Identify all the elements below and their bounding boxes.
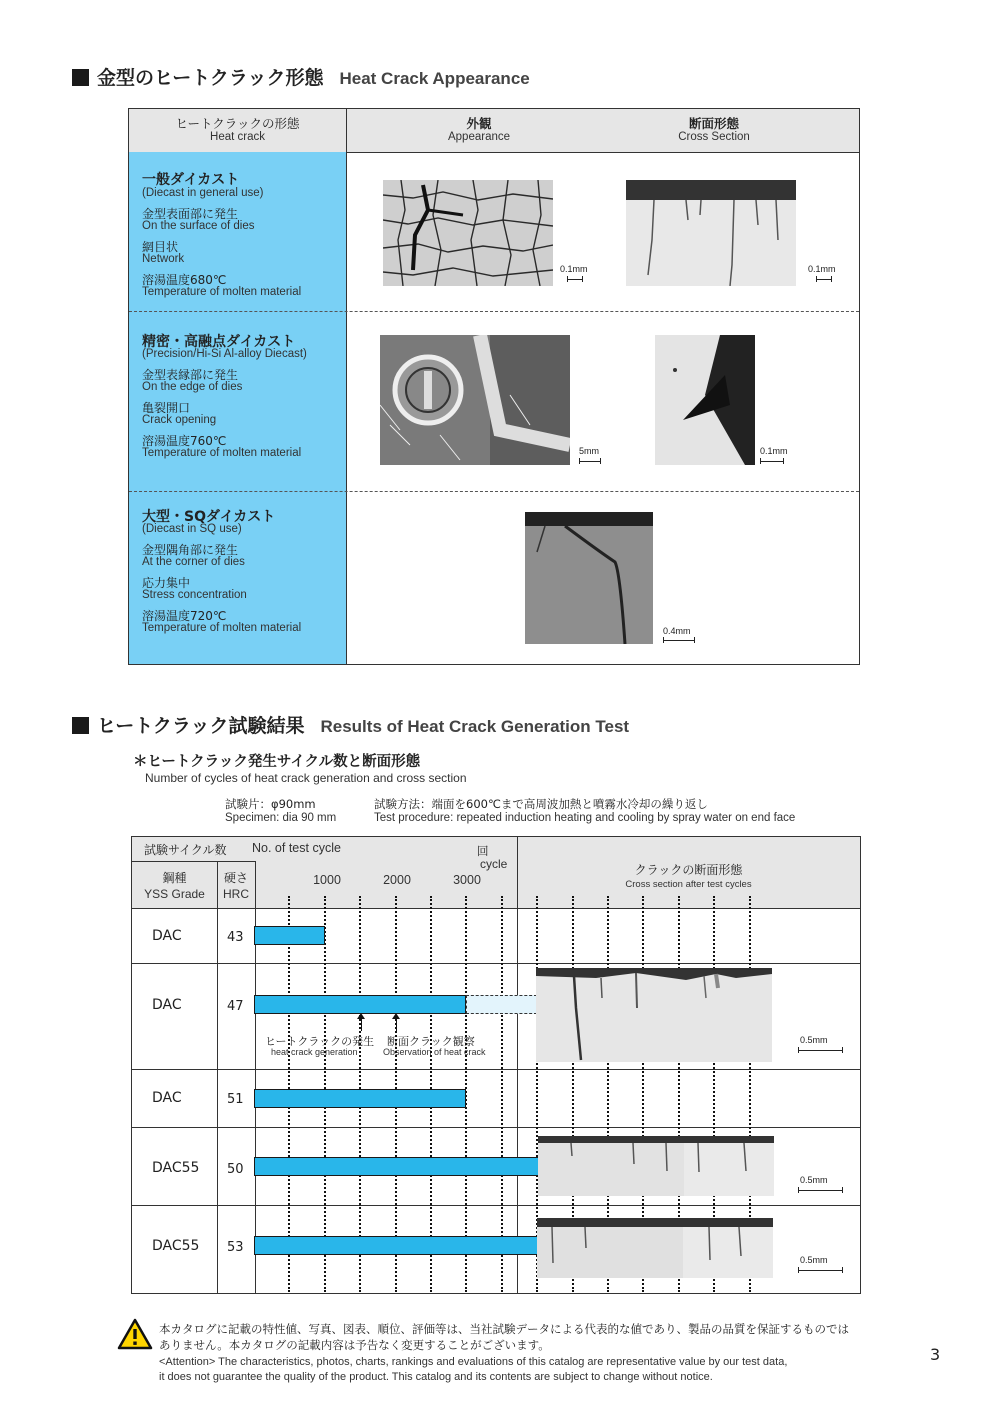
cycle-bar <box>254 926 325 945</box>
cross-header-en: Cross section after test cycles <box>625 879 752 890</box>
procedure-en: Test procedure: repeated induction heating and cooling by spray water on end face <box>374 812 796 824</box>
annot-observation-jp: 断面クラック観察 <box>387 1035 475 1048</box>
observation-bar <box>466 995 537 1014</box>
warning-en-line1: <Attention> The characteristics, photos, charts, rankings and evaluations of this catalog are representative value by our test data, <box>159 1356 788 1368</box>
header-col2-en: Appearance <box>447 131 511 143</box>
row-divider <box>129 491 859 492</box>
scale-bar <box>798 1187 843 1193</box>
crack-opening-appearance-photo <box>380 335 570 465</box>
header-col2-jp: 外観 <box>466 116 492 131</box>
row-grade: DAC <box>152 1090 182 1106</box>
warning-triangle-icon <box>117 1318 153 1354</box>
scale-label: 0.1mm <box>760 446 788 456</box>
row2-name-en: (Precision/Hi-Si Al-alloy Diecast) <box>142 348 307 360</box>
square-bullet-icon <box>72 69 89 86</box>
network-crack-cross-section-photo <box>626 180 796 286</box>
row3-loc-en: At the corner of dies <box>142 556 245 568</box>
cycle-bar <box>254 1089 466 1108</box>
scale-bar <box>567 276 583 282</box>
unit-jp: 回 <box>477 844 489 858</box>
row3-loc-jp: 金型隅角部に発生 <box>142 543 239 557</box>
row3-name-en: (Diecast in SQ use) <box>142 523 242 535</box>
warning-en-line2: it does not guarantee the quality of the product. This catalog and its contents are subject to change without notice. <box>159 1371 713 1383</box>
procedure-jp: 試験方法：端面を600℃まで高周波加熱と噴霧水冷却の繰り返し <box>374 797 708 811</box>
specimen-jp: 試験片：φ90mm <box>225 797 316 811</box>
warning-jp-line1: 本カタログに記載の特性値、写真、図表、順位、評価等は、当社試験データによる代表的な値であり、製品の品質を保証するものでは <box>159 1322 849 1336</box>
scale-label: 0.4mm <box>663 626 691 636</box>
dac55-50-cross-section-photo <box>538 1136 774 1196</box>
scale-label: 0.5mm <box>800 1175 828 1185</box>
row3-name-jp: 大型・SQダイカスト <box>142 509 276 525</box>
row2-temp-en: Temperature of molten material <box>142 447 302 459</box>
hardness-header-jp: 硬さ <box>223 871 248 885</box>
grade-header-en: YSS Grade <box>144 887 205 901</box>
section2-subtitle-en: Number of cycles of heat crack generation and cross section <box>145 771 467 785</box>
scale-label: 0.1mm <box>808 264 836 274</box>
grade-header-jp: 鋼種 <box>162 871 187 885</box>
row-divider <box>129 311 859 312</box>
row-grade: DAC <box>152 928 182 944</box>
scale-label: 0.5mm <box>800 1255 828 1265</box>
header-col3-jp: 断面形態 <box>688 116 739 131</box>
cross-header-jp: クラックの断面形態 <box>634 863 743 877</box>
cycle-bar <box>254 995 466 1014</box>
annot-generation-en: heat crack generation <box>271 1047 358 1057</box>
cycle-header-jp: 試験サイクル数 <box>144 843 227 857</box>
header-col3-en: Cross Section <box>678 131 750 143</box>
page-number: 3 <box>930 1345 941 1364</box>
tick-label: 1000 <box>313 873 341 887</box>
row-grade: DAC55 <box>152 1160 200 1176</box>
row1-loc-en: On the surface of dies <box>142 220 255 232</box>
row3-type-en: Stress concentration <box>142 589 247 601</box>
section2-title: ヒートクラック試験結果 Results of Heat Crack Generation Test <box>72 711 629 738</box>
dac47-cross-section-photo <box>536 968 772 1062</box>
row-hrc: 53 <box>227 1240 244 1255</box>
row2-loc-en: On the edge of dies <box>142 381 243 393</box>
row2-loc-jp: 金型表縁部に発生 <box>142 368 239 382</box>
row-hrc: 51 <box>227 1092 244 1107</box>
scale-label: 0.1mm <box>560 264 588 274</box>
row-hrc: 50 <box>227 1162 244 1177</box>
scale-label: 0.5mm <box>800 1035 828 1045</box>
row1-temp-en: Temperature of molten material <box>142 286 302 298</box>
section2-subtitle-jp: ＊ヒートクラック発生サイクル数と断面形態 <box>133 754 421 770</box>
unit-en: cycle <box>480 857 508 871</box>
row1-type-jp: 網目状 <box>142 240 179 254</box>
scale-bar <box>816 276 832 282</box>
row1-temp-jp: 溶湯温度680℃ <box>142 273 227 287</box>
row-hrc: 47 <box>227 999 244 1014</box>
scale-bar <box>663 637 695 643</box>
row2-name-jp: 精密・高融点ダイカスト <box>142 334 296 350</box>
cycle-bar-chart <box>254 836 516 1294</box>
row2-type-en: Crack opening <box>142 414 217 426</box>
cycle-gridline <box>501 896 503 1292</box>
scale-label: 5mm <box>579 446 599 456</box>
annot-generation-jp: ヒートクラックの発生 <box>265 1035 375 1048</box>
network-crack-appearance-photo <box>383 180 553 286</box>
header-col1-en: Heat crack <box>210 131 265 143</box>
scale-bar <box>579 458 601 464</box>
scale-bar <box>798 1047 843 1053</box>
row1-name-en: (Diecast in general use) <box>142 187 264 199</box>
row2-temp-jp: 溶湯温度760℃ <box>142 434 227 448</box>
cycle-header-en: No. of test cycle <box>252 841 341 855</box>
row-grade: DAC <box>152 997 182 1013</box>
square-bullet-icon <box>72 717 89 734</box>
stress-concentration-cross-section-photo <box>525 512 653 644</box>
row-hrc: 43 <box>227 930 244 945</box>
scale-bar <box>760 458 784 464</box>
hardness-header-en: HRC <box>223 887 249 901</box>
tick-label: 2000 <box>383 873 411 887</box>
warning-jp-line2: ありません。本カタログの記載内容は予告なく変更することがございます。 <box>159 1338 550 1352</box>
row3-temp-jp: 溶湯温度720℃ <box>142 609 227 623</box>
scale-bar <box>798 1267 843 1273</box>
dac55-53-cross-section-photo <box>537 1218 773 1278</box>
specimen-en: Specimen: dia 90 mm <box>225 812 337 824</box>
row1-loc-jp: 金型表面部に発生 <box>142 207 239 221</box>
row3-temp-en: Temperature of molten material <box>142 622 302 634</box>
row-grade: DAC55 <box>152 1238 200 1254</box>
crack-opening-cross-section-photo <box>655 335 755 465</box>
row1-name-jp: 一般ダイカスト <box>142 172 240 188</box>
row1-type-en: Network <box>142 253 185 265</box>
row3-type-jp: 応力集中 <box>142 576 191 590</box>
section1-title: 金型のヒートクラック形態 Heat Crack Appearance <box>72 63 530 90</box>
row2-type-jp: 亀裂開口 <box>142 401 191 415</box>
header-col1-jp: ヒートクラックの形態 <box>175 116 300 131</box>
tick-label: 3000 <box>453 873 481 887</box>
annot-observation-en: Observation of heat crack <box>383 1047 486 1057</box>
